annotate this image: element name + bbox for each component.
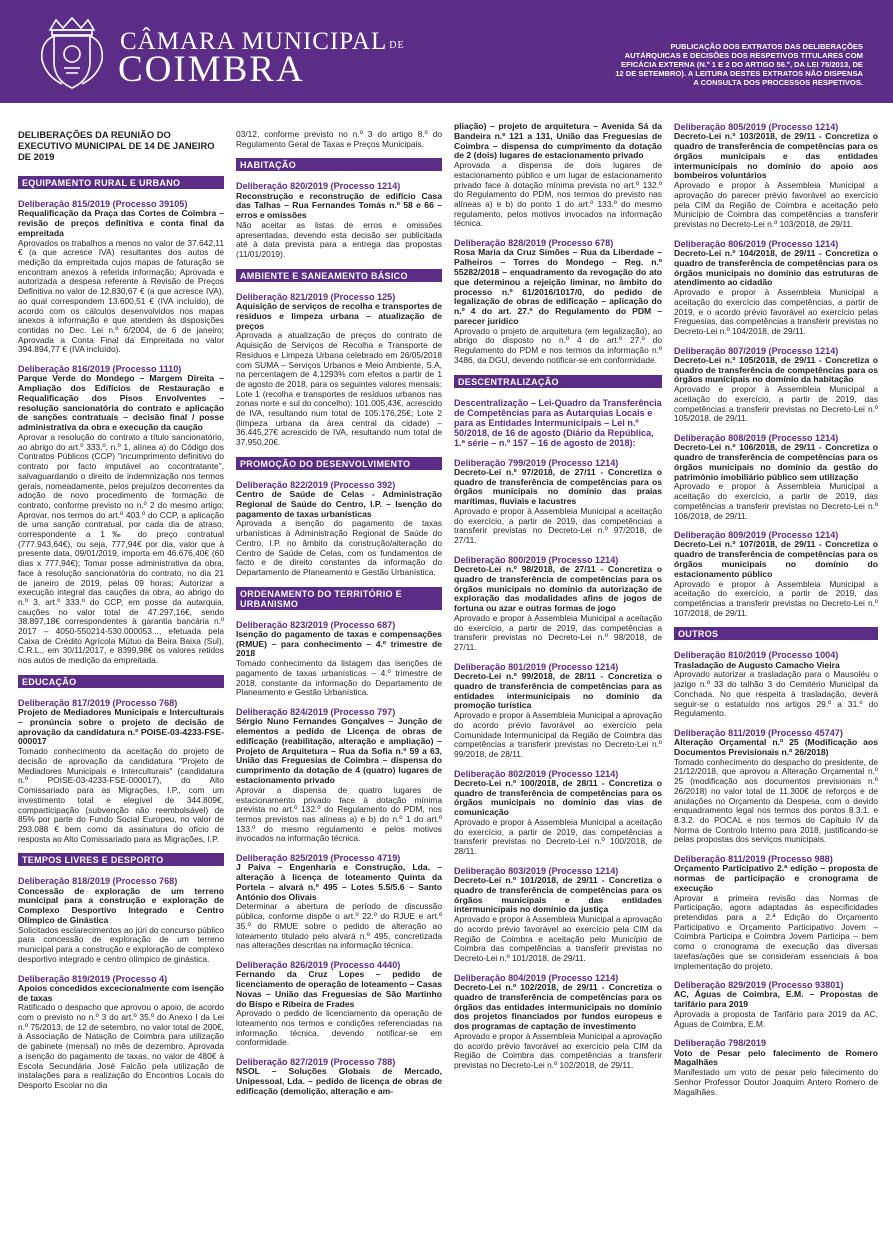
deliberation-title: Deliberação 829/2019 (Processo 93801) (674, 980, 844, 991)
deliberation-802 (454, 769, 662, 857)
coimbra-coat-of-arms-icon (36, 16, 108, 92)
deliberation-body: Aprovado e propor à Assembleia Municipal a aceitação do exercício, a partir de 2019, das competências a transferir previstas no Decreto-Lei n.º 105/2018, de 29/11. (674, 384, 878, 424)
deliberation-title: Deliberação 824/2019 (Processo 797) (236, 707, 396, 718)
deliberation-829 (674, 980, 878, 1029)
deliberation-803 (454, 866, 662, 964)
deliberation-body: Aprovado e propor à Assembleia Municipal a aceitação do exercício das competências, a partir de 2019, e o acordo prévio favorável ao exercício pelas Freguesias, das competências a transferir previstas no Decreto-Lei n.º 104/2018, de 29/11. (674, 287, 878, 336)
deliberation-body: Aprovado autorizar a trasladação para o Mausoléu o jazigo n.º 33 do talhão 3 do Cemitério Municipal da Conchada. No que respeita à trasladação, deverá seguir-se o estatuído nos artigos 29.º a 31.º do Regulamento. (674, 669, 878, 719)
deliberation-subject: Decreto-Lei n.º 103/2018, de 29/11 - Concretiza o quadro de transferência de competências para os órgãos municipais e das entidades intermunicipais no domínio do apoio aos bombeiros voluntários (674, 131, 878, 181)
deliberation-817 (18, 698, 224, 844)
deliberation-body: Aprovada a atualização de preços do contrato de Aquisição de Serviços de Recolha e Transporte de Resíduos e Limpeza Urbana celebrado em 26/05/2018 com SUMA – Serviços Urbanos e Meio Ambiente, S.A, na percentagem de 4,1293% com efeitos a partir de 1 de agosto de 2018, para os seguintes valores mensais: Lote 1 (recolha e transportes de resíduos urbanos nas zonas norte e sul do concelho): 101.005,43€, acrescido de IVA, resultando num total de 105.176,25€; Lote 2 (limpeza urbana da área central da cidade) – 36.445,27€ acrescido de IVA, resultando num total de 37.950,20€. (236, 330, 442, 448)
deliberation-body: Aprovado e propor à Assembleia Municipal a aprovação do acordo prévio favorável ao exercício pela CIM da Região de Coimbra das competências a transferir previstas no Decreto-Lei n.º 102/2018, de 29/11. (454, 1030, 662, 1071)
deliberation-title: Deliberação 822/2019 (Processo 392) (236, 479, 396, 490)
deliberation-body: Determinar a abertura de período de discussão pública, conforme dispõe o art.º 22.º do RJUE e art.º 35.º do RMUE sobre o pedido de alteração ao loteamento titulado pelo alvará n.º 495, concretizada nas alterações descritas na informação técnica. (236, 901, 442, 951)
deliberation-subject: Apoios concedidos excecionalmente com isenção de taxas (18, 982, 224, 1003)
deliberation-subject: Voto de Pesar pelo falecimento de Romero Magalhães (674, 1047, 878, 1068)
section-title-habitacao: HABITAÇÃO (236, 158, 442, 171)
deliberation-subject: Aquisição de serviços de recolha e transportes de resíduos e limpeza urbana – atualização de preços (236, 301, 442, 331)
deliberation-subject: Decreto-Lei n.º 105/2018, de 29/11 - Concretiza o quadro de transferência de competências para os órgãos municipais no domínio da habitação (674, 354, 878, 385)
deliberation-subject: Fernando da Cruz Lopes – pedido de licenciamento de operação de loteamento – Casas Novas – União das Freguesias de São Martinho do Bispo e Ribeira de Frades (236, 969, 442, 1009)
deliberation-body: Tomado conhecimento da listagem das isenções de pagamento de taxas urbanísticas – 4.º trimestre de 2018, constante da informação do Departamento de Planeamento e Gestão Urbanística. (236, 658, 442, 698)
deliberation-body: Aprovado o pedido de licenciamento da operação de loteamento nos termos e condições referenciadas na informação técnica, devendo notificar-se em conformidade. (236, 1008, 442, 1048)
deliberation-title: Deliberação 819/2019 (Processo 4) (18, 973, 168, 984)
section-title-equipamento: EQUIPAMENTO RURAL E URBANO (18, 176, 224, 189)
deliberation-subject: Decreto-Lei n.º 101/2018, de 29/11 - Concretiza o quadro de transferência de competências para os órgãos municipais e das entidades intermunicipais no domínio da justiça (454, 875, 662, 915)
deliberation-subject: Concessão de exploração de um terreno municipal para a construção e exploração de Complexo Desportivo Integrado e Centro Olímpico de Ginástica (18, 885, 224, 925)
deliberation-body: Solicitados esclarecimentos ao júri do concurso público para concessão de exploração de um terreno municipal para a construção e exploração de complexo desportivo integrado e centro olímpico de ginástica. (18, 924, 224, 964)
column-3 (454, 122, 662, 1242)
column-4 (674, 122, 878, 1242)
page-title: DELIBERAÇÕES DA REUNIÃO DO EXECUTIVO MUNICIPAL DE 14 DE JANEIRO DE 2019 (18, 129, 215, 162)
deliberation-826 (236, 960, 442, 1048)
deliberation-827 (236, 1057, 442, 1097)
deliberation-823 (236, 620, 442, 698)
deliberation-body: Manifestado um voto de pesar pelo falecimento do Senhor Professor Doutor Joaquim Antero Romero de Magalhães. (674, 1067, 878, 1097)
deliberation-title: Deliberação 800/2019 (Processo 1214) (454, 554, 619, 565)
deliberation-subject: Decreto-Lei n.º 100/2018, de 28/11 - Concretiza o quadro de transferência de competências para os órgãos municipais no domínio das vias de comunicação (454, 777, 662, 818)
deliberation-body: Aprovar a primeira revisão das Normas de Participação, agora adaptadas às especificidades pretendidas para a 2.ª Edição do Orçamento Participativo e Orçamento Participativo Jovem – Coimbra Participa e Coimbra Jovem Participa – bem como o cronograma de execução das diversas tarefas/ações que se consideram essenciais à boa implementação do projeto. (674, 892, 878, 971)
deliberation-title: Deliberação 820/2019 (Processo 1214) (236, 181, 401, 192)
deliberation-810 (674, 650, 878, 719)
deliberation-818 (18, 876, 224, 964)
deliberation-828 (454, 238, 662, 365)
deliberation-title: Deliberação 803/2019 (Processo 1214) (454, 865, 619, 876)
page-header (0, 0, 893, 103)
deliberation-title: Deliberação 816/2019 (Processo 1110) (18, 364, 182, 375)
deliberation-subject: Decreto-Lei n.º 102/2018, de 29/11 - Concretiza o quadro de transferência de competências para os órgãos das entidades intermunicipais no domínio dos projetos financiados por fundos europeus e dos programas de captação de investimento (454, 981, 662, 1032)
deliberation-subject: Trasladação de Augusto Camacho Vieira (674, 659, 840, 670)
deliberation-799 (454, 458, 662, 546)
header-notice: PUBLICAÇÃO DOS EXTRATOS DAS DELIBERAÇÕES AUTÁRQUICAS E DECISÕES DOS RESPETIVOS TITULARES COM EFICÁCIA EXTERNA (N.º 1 E 2 DO ARTIGO 56.º, DA LEI 75/2013, DE 12 DE SETEMBRO). A LEITURA DESTES EXTRATOS NÃO DISPENSA A CONSULTA DOS PROCESSOS RESPETIVOS. (615, 42, 863, 87)
deliberation-subject: AC, Águas de Coimbra, E.M. – Propostas de tarifário para 2019 (674, 989, 878, 1010)
deliberation-title: Deliberação 811/2019 (Processo 988) (674, 854, 833, 865)
deliberation-821 (236, 292, 442, 448)
continuation-text: Aprovada a dispensa de dois lugares de estacionamento público e um lugar de estacionamento privado face à dotação mínima prevista no art.º 132.º do Regulamento do PDM, nos termos do previsto nas alíneas a) e b) do ponto 1 do art.º 133.º do mesmo regulamento, pelos motivos invocados na informação técnica. (454, 160, 662, 229)
deliberation-subject: Decreto-Lei n.º 97/2018, de 27/11 - Concretiza o quadro de transferência de competências para os órgãos municipais no domínio das praias marítimas, fluviais e lacustres (454, 466, 662, 507)
column-1 (18, 122, 224, 1242)
deliberation-806 (674, 239, 878, 337)
deliberation-body: Tomado conhecimento da aceitação do projeto de decisão de aprovação da candidatura "Projeto de Mediadores Municipais e Interculturais" (candidatura n.º POISE-03-4233-FSE-000017), do Alto Comissariado para as Migrações, I.P., com um investimento total e elegível de 344.809€, comparticipação (subvenção não reembolsável) de 85% por parte do Fundo Social Europeu, no valor de 293.088 € bem como da assinatura do ofício de resposta ao Alto Comissariado para as Migrações, I.P. (18, 746, 224, 844)
deliberation-title: Deliberação 823/2019 (Processo 687) (236, 619, 396, 630)
deliberation-body: Aprovado e propor à Assembleia Municipal a aceitação do exercício, a partir de 2019, das competências a transferir previstas no Decreto-Lei n.º 106/2018, de 29/11. (674, 481, 878, 521)
brand-name-top: CÂMARA MUNICIPAL DE (120, 28, 405, 55)
deliberation-822 (236, 480, 442, 578)
deliberation-title: Deliberação 817/2019 (Processo 768) (18, 697, 178, 708)
deliberation-title: Deliberação 801/2019 (Processo 1214) (454, 661, 619, 672)
deliberation-subject: Parque Verde do Mondego – Margem Direita – Ampliação dos Edifícios de Restauração e Requalificação dos Pisos Envolventes – resolução sancionatória do contrato e aplicação de sanções contratuais – decisão final / posse administrativa da obra e execução da caução (18, 373, 224, 433)
section-intro: Descentralização – Lei-Quadro da Transferência de Competências para as Autarquias Locais e para as Entidades Intermunicipais – Lei n.º 50/2018, de 16 de agosto (Diário da República, 1.ª série – n.º 157 – 16 de agosto de 2018): (454, 397, 662, 449)
deliberation-subject: Decreto-Lei n.º 104/2018, de 29/11 - Concretiza o quadro de transferência de competências para os órgãos municipais no domínio das estruturas de atendimento ao cidadão (674, 247, 878, 288)
deliberation-body: Não aceitar as listas de erros e omissões apresentadas, devendo esta decisão ser publicitada até à data prevista para a entrega das propostas (11/01/2019). (236, 220, 442, 260)
deliberation-title: Deliberação 827/2019 (Processo 788) (236, 1057, 396, 1068)
deliberation-title: Deliberação 825/2019 (Processo 4719) (236, 853, 401, 864)
deliberation-824 (236, 707, 442, 844)
deliberation-804 (454, 973, 662, 1071)
deliberation-809 (674, 530, 878, 618)
deliberation-title: Deliberação 806/2019 (Processo 1214) (674, 238, 839, 249)
continuation-subject: pliação) – projeto de arquitetura – Avenida Sá da Bandeira n.º 121 a 131, União das Freguesias de Coimbra – dispensa do cumprimento da dotação de 2 (dois) lugares de estacionamento privado (454, 122, 662, 161)
deliberation-title: Deliberação 804/2019 (Processo 1214) (454, 972, 619, 983)
deliberation-subject: Orçamento Participativo 2.ª edição – proposta de normas de participação e cronograma de execução (674, 863, 878, 893)
deliberation-808 (674, 433, 878, 521)
deliberation-body: Aprovado o projeto de arquitetura (em legalização), ao abrigo do disposto no n.º 4 do art.º 27.º do Regulamento do PDM e nos termos da informação n.º 3486, da DGU, devendo notificar-se em conformidade. (454, 325, 662, 365)
deliberation-title: Deliberação 802/2019 (Processo 1214) (454, 768, 619, 779)
deliberation-title: Deliberação 826/2019 (Processo 4440) (236, 959, 401, 970)
deliberation-subject: Rosa Maria da Cruz Simões – Rua da Liberdade – Palheiros – Torres do Mondego – Reg. n.º 55282/2018 – enquadramento da revogação do ato que determinou a rejeição liminar, no âmbito do processo n.º 61/2016/1017/0, do pedido de legalização de obras de edificação – aplicação do n.º 4 do art. 27.º do Regulamento do PDM – parecer jurídico (454, 247, 662, 326)
deliberation-798 (674, 1038, 878, 1097)
deliberation-subject: Isenção do pagamento de taxas e compensações (RMUE) – para conhecimento – 4.º trimestre de 2018 (236, 628, 442, 659)
deliberation-title: Deliberação 818/2019 (Processo 768) (18, 876, 178, 887)
section-title-tempos-livres: TEMPOS LIVRES E DESPORTO (18, 853, 224, 866)
deliberation-body: Aprovado e propor à Assembleia Municipal a aprovação do acordo prévio favorável ao exercício pela CIM da Região de Coimbra e aceitação pelo Município de Coimbra das competências a transferir previstas no Decreto-Lei n.º 101/2018, de 29/11. (454, 914, 662, 964)
deliberation-title: Deliberação 815/2019 (Processo 39105) (18, 199, 188, 209)
deliberation-title: Deliberação 809/2019 (Processo 1214) (674, 530, 839, 541)
deliberation-title: Deliberação 799/2019 (Processo 1214) (454, 457, 619, 468)
section-title-descentralizacao: DESCENTRALIZAÇÃO (454, 375, 662, 388)
deliberation-body: Aprovada a isenção do pagamento de taxas urbanísticas à Administração Regional de Saúde do Centro, I.P. no âmbito da construção/alteração do Centro de Saúde de Celas, com os fundamentos de facto e de direito constantes da informação do Departamento de Planeamento e Gestão Urbanística. (236, 518, 442, 577)
deliberation-title: Deliberação 807/2019 (Processo 1214) (674, 345, 839, 356)
deliberation-body: Aprovados os trabalhos a menos no valor de 37.642,11 € (a que acresce IVA) resultantes dos autos de medição da empreitada cujos mapas de faturação se encontram anexos à referida informação; Aprovada e autorizada a despesa referente à Revisão de Preços Definitiva no valor de 12.830,67 € (a que acresce IVA), ao qual correspondem 13.600,51 € (IVA incluído), de acordo com os cálculos desenvolvidos nos mapas anexos à informação e que atendem às disposições contidas no Dec. Lei n.º 6/2004, de 6 de janeiro; Aprovada a Conta Final da Empreitada no valor 394.894,77 € (IVA incluído). (18, 237, 224, 355)
deliberation-801 (454, 662, 662, 760)
deliberation-body: Aprovado e propor à Assembleia Municipal a aceitação do exercício, a partir de 2019, das competências a transferir previstas no Decreto-Lei n.º 98/2018, de 27/11. (454, 612, 662, 653)
deliberation-subject: Requalificação da Praça das Cortes de Coimbra – revisão de preços definitiva e conta final da empreitada (18, 208, 224, 238)
deliberation-title: Deliberação 821/2019 (Processo 125) (236, 291, 396, 302)
deliberation-subject: Sérgio Nuno Fernandes Gonçalves – Junção de elementos a pedido de Licença de obras de edificação (reabilitação, alteração e ampliação) – Projeto de Arquitetura – Rua da Sofia n.º 59 a 63, União das Freguesias de Coimbra – dispensa do cumprimento da dotação de 4 (quatro) lugares de estacionamento privado (236, 716, 442, 786)
deliberation-800 (454, 555, 662, 653)
deliberation-body: Aprovar a dispensa de quatro lugares de estacionamento privado face à dotação mínima prevista no art.º 132.º do Regulamento do PDM, nos termos previstos nas alíneas a) e b) do n.º 1 do art.º 133.º do mesmo regulamento e pelos motivos invocados na informação técnica. (236, 784, 442, 844)
deliberation-subject: Decreto-Lei n.º 106/2018, de 29/11 - Concretiza o quadro de transferência de competências para os órgãos municipais no domínio da gestão do património imobiliário público sem utilização (674, 442, 878, 482)
deliberation-body: Tomado conhecimento do despacho do presidente, de 21/12/2018, que aprovou a Alteração Orçamental n.º 25 (modificação aos documentos previsionais n.º 26/2018) no valor total de 11.300€ de reforços e de anulações no Orçamento da Despesa, com o devido enquadramento legal nos termos dos pontos 8.3.1. e 8.3.2. do POCAL e nos termos do Capítulo IV da Norma de Controlo Interno para 2018, justificando-se pelas propostas dos serviços municipais. (674, 756, 878, 845)
deliberation-815 (18, 199, 224, 355)
deliberation-body: Aprovado e propor à Assembleia Municipal a aceitação do exercício, a partir de 2019, das competências a transferir previstas no Decreto-Lei n.º 107/2018, de 29/11. (674, 578, 878, 618)
deliberation-811 (674, 728, 878, 845)
deliberation-body: Aprovada a proposta de Tarifário para 2019 da AC, Águas de Coimbra, E.M. (674, 1009, 878, 1029)
column-2 (236, 130, 442, 1250)
deliberation-805 (674, 122, 878, 230)
deliberation-819 (18, 974, 224, 1091)
deliberation-subject: Projeto de Mediadores Municipais e Interculturais – pronúncia sobre o projeto de decisão de aprovação da candidatura n.º POISE-03-4233-FSE-000017 (18, 707, 224, 747)
deliberation-body: Aprovado e propor à Assembleia Municipal a aceitação do exercício, a partir de 2019, das competências a transferir previstas no Decreto-Lei n.º 100/2018, de 28/11. (454, 817, 662, 857)
deliberation-title: Deliberação 805/2019 (Processo 1214) (674, 122, 839, 132)
deliberation-body: Aprovado e propor à Assembleia Municipal a aprovação do acordo prévio favorável ao exercício pela Comunidade Intermunicipal da Região de Coimbra das competências a transferir previstas no Decreto-Lei n.º 99/2018, de 28/11. (454, 710, 662, 759)
deliberation-subject: Centro de Saúde de Celas - Administração Regional de Saúde do Centro, I.P. – Isenção do pagamento de taxas urbanísticas (236, 489, 442, 519)
deliberation-811-op (674, 854, 878, 971)
deliberation-subject: Decreto-Lei n.º 99/2018, de 28/11 - Concretiza o quadro de transferência de competências para as entidades intermunicipais no domínio da promoção turística (454, 670, 662, 711)
deliberation-subject: Decreto-Lei n.º 98/2018, de 27/11 - Concretiza o quadro de transferência de competências para os órgãos municipais no domínio da autorização de exploração das modalidades afins de jogos de fortuna ou azar e outras formas de jogo (454, 563, 662, 614)
deliberation-body: Aprovar a resolução do contrato a título sancionatório, ao abrigo do art.º 333.º, n.º 1, alínea a) do Código dos Contratos Públicos (CCP) "incumprimento definitivo do contrato por facto imputável ao cocontratante", salvaguardando o direito de indemnização nos termos gerais, nomeadamente, pelos prejuízos decorrentes da adoção de novo procedimento de formação de contrato, conforme previsto no n.º 2 do mesmo artigo; Aprovar, nos termos do art.º 403.º do CCP, a aplicação de uma sanção contratual, por cada dia de atraso, correspondente a 1‰ do preço contratual (777.943,64€), ou seja, 777,94€ por dia, valor que à presente data, 09/01/2019, importa em 46.676,40€ (60 dias x 777,94€); Tomar posse administrativa da obra, face à resolução sancionatória do contrato, no dia 21 de janeiro de 2019, pelas 09 horas; Autorizar a execução integral das cauções da obra, ao abrigo do n.º 3, art.º 333.º do CCP, em posse da autarquia, cauções no valor total de 47.297,16€, sendo 38.897,18€ correspondentes à garantia bancária n.º 2017 – 4050-550214-530.000053..., efetuada pela Caixa de Crédito Agrícola Mútuo da Beira Baixa (Sul), C.R.L., em 30/11/2017, e 8399,98€ os valores retidos nos autos de medição da empreitada. (18, 432, 224, 666)
deliberation-825 (236, 853, 442, 951)
deliberation-body: Aprovado e propor à Assembleia Municipal a aceitação do exercício, a partir de 2019, das competências a transferir previstas no Decreto-Lei n.º 97/2018, de 27/11. (454, 505, 662, 546)
deliberation-807 (674, 346, 878, 424)
continuation-text: 03/12, conforme previsto no n.º 3 do artigo 8.º do Regulamento Geral de Taxas e Preços Municipais. (236, 130, 442, 149)
deliberation-subject: Reconstrução e reconstrução de edifício Casa das Talhas – Rua Fernandes Tomás n.º 58 e 66 – erros e omissões (236, 190, 442, 221)
deliberation-body: Aprovado e propor à Assembleia Municipal a aprovação do parecer prévio favorável ao exercício pela CIM da Região de Coimbra e aceitação pelo Município de Coimbra das competências a transferir previstas no Decreto-Lei n.º 103/2018, de 29/11. (674, 180, 878, 229)
deliberation-subject: NSOL – Soluções Globais de Mercado, Unipessoal, Lda. – pedido de licença de obras de edificação (demolição, alteração e am- (236, 1066, 442, 1096)
deliberation-title: Deliberação 808/2019 (Processo 1214) (674, 433, 839, 444)
deliberation-subject: J Paiva – Engenharia e Construção, Lda. – alteração à licença de loteamento Quinta da Portela – alvará n.º 495 – Lotes 5.5/5.6 – Santo António dos Olivais (236, 862, 442, 902)
deliberation-title: Deliberação 798/2019 (674, 1038, 767, 1049)
deliberation-subject: Decreto-Lei n.º 107/2018, de 29/11 - Concretiza o quadro de transferência de competências para os órgãos municipais no domínio do estacionamento público (674, 539, 878, 579)
brand-de: DE (389, 40, 405, 51)
deliberation-subject: Alteração Orçamental n.º 25 (Modificação aos Documentos Previsionais n.º 26/2018) (674, 737, 878, 757)
deliberation-title: Deliberação 810/2019 (Processo 1004) (674, 650, 839, 661)
deliberation-title: Deliberação 828/2019 (Processo 678) (454, 238, 614, 249)
deliberation-816 (18, 364, 224, 666)
section-title-promocao: PROMOÇÃO DO DESENVOLVIMENTO (236, 457, 442, 470)
section-title-outros: OUTROS (674, 627, 878, 640)
section-title-ambiente: AMBIENTE E SANEAMENTO BÁSICO (236, 269, 442, 282)
deliberation-title: Deliberação 811/2019 (Processo 45747) (674, 727, 843, 738)
section-title-ordenamento: ORDENAMENTO DO TERRITÓRIO E URBANISMO (236, 587, 442, 610)
brand-name-main: COIMBRA (118, 49, 305, 90)
deliberation-820 (236, 181, 442, 259)
section-title-educacao: EDUCAÇÃO (18, 675, 224, 688)
deliberation-body: Ratificado o despacho que aprovou o apoio, de acordo com o previsto no n.º 3 do art.º 35.º do Anexo I da Lei n.º 75/2013, de 12 de setembro, no valor total de 200€, à Associação de Natação de Coimbra para utilização de gabinete (mensal) no mês de dezembro. Aprovada a isenção do pagamento de taxas, no valor de 480€ à Escola Secundária José Falcão pela utilização de instalações para a realização do Encontros Locais do Desporto Escolar no dia (18, 1002, 224, 1090)
